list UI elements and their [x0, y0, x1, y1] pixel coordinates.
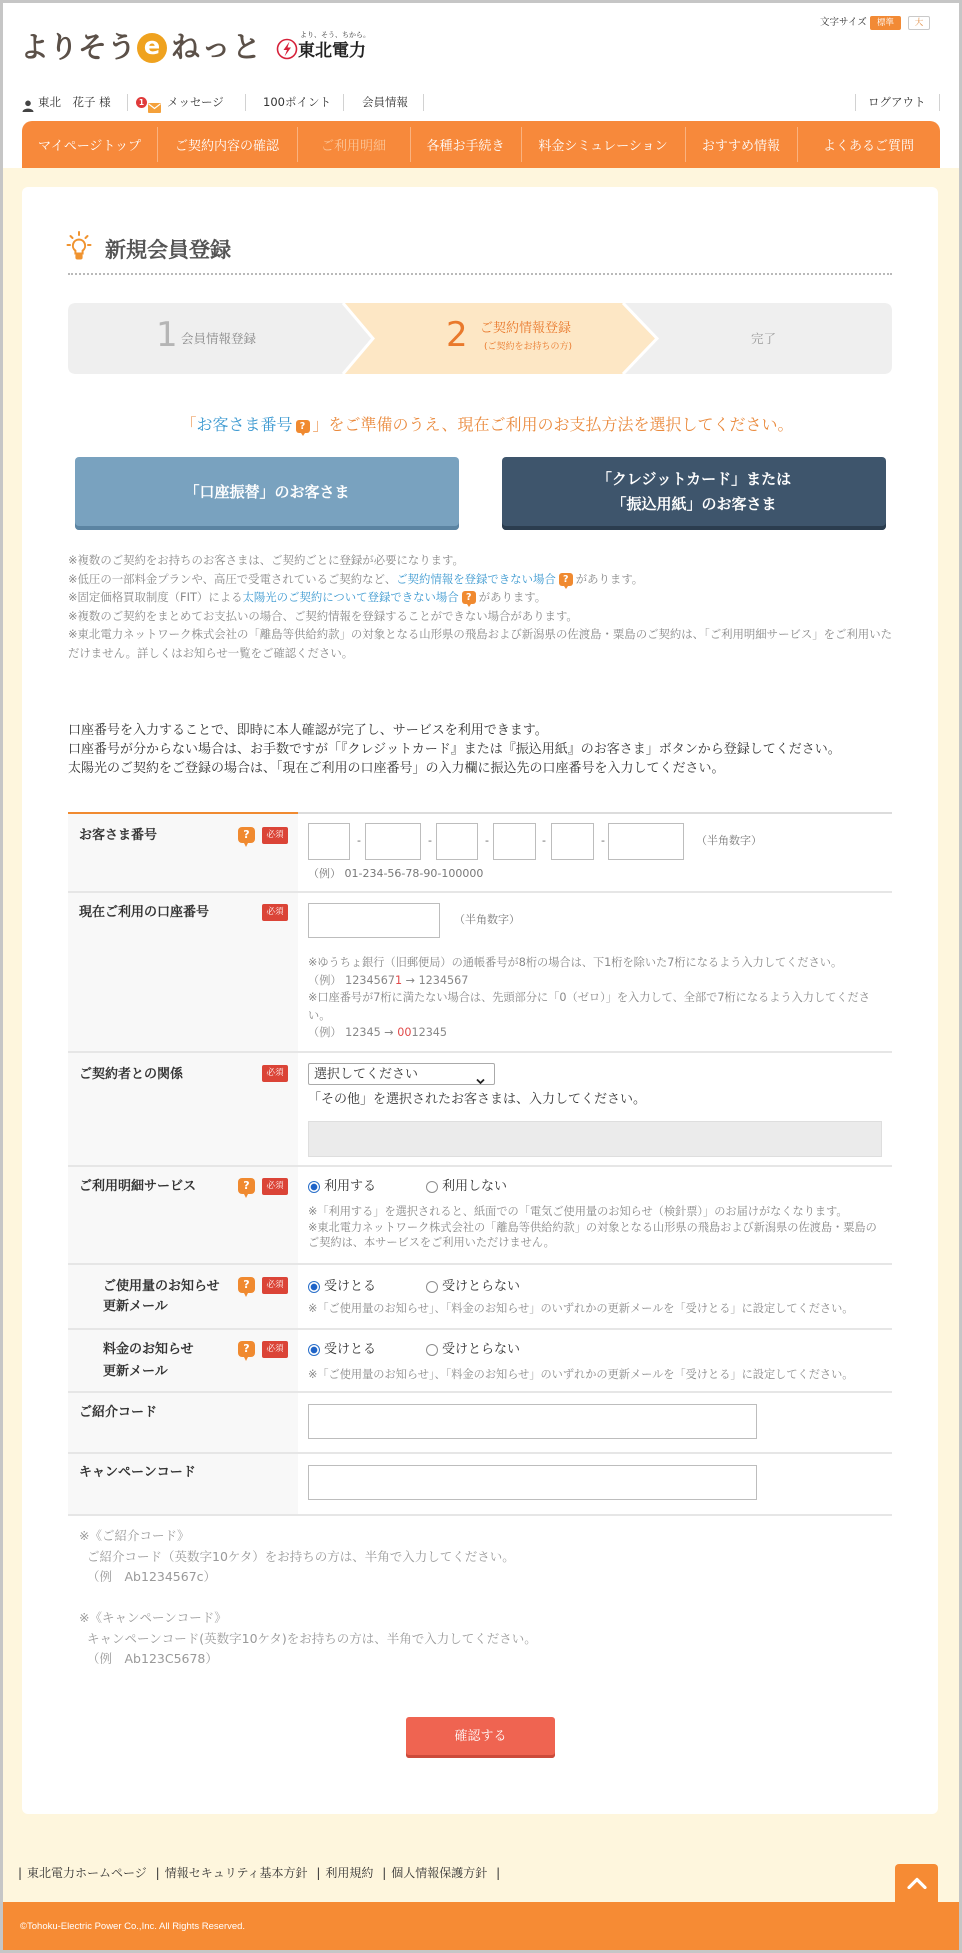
note-line: ※複数のご契約をお持ちのお客さまは、ご契約ごとに登録が必要になります。	[68, 553, 464, 567]
campaign-code-label: キャンペーンコード	[79, 1465, 196, 1480]
separator: |	[382, 1866, 387, 1880]
note-example: （例 Ab1234567c）	[87, 1569, 217, 1584]
required-badge: 必須	[262, 827, 288, 844]
relationship-select[interactable]	[308, 1063, 495, 1085]
customer-number-link[interactable]: お客さま番号	[196, 415, 293, 434]
instruction-line: 口座番号を入力することで、即時に本人確認が完了し、サービスを利用できます。	[68, 723, 548, 738]
separator: -	[542, 834, 546, 847]
example-text: （例） 12345 →	[308, 1026, 398, 1039]
separator: |	[316, 1866, 321, 1880]
required-badge: 必須	[262, 1178, 288, 1195]
footer-link-tohoku-home[interactable]: 東北電力ホームページ	[27, 1866, 147, 1880]
separator: -	[357, 834, 361, 847]
label-line: ご使用量のお知らせ	[103, 1279, 220, 1294]
note-text: があります。	[478, 590, 547, 604]
message-count-badge: 1	[136, 97, 147, 108]
contract-registration-form	[68, 812, 892, 1516]
instruction-line: 太陽光のご契約をご登録の場合は、「現在ご利用の口座番号」の入力欄に振込先の口座番号を入力してください。	[68, 761, 725, 776]
footer-links	[18, 1865, 505, 1881]
bill-mail-fields	[308, 1330, 892, 1391]
code-notes	[79, 1526, 537, 1670]
note-heading: ※《キャンペーンコード》	[79, 1610, 227, 1625]
statement-service-fields	[308, 1167, 892, 1263]
radio-not-receive[interactable]	[426, 1278, 520, 1296]
customer-number-segment-4[interactable]	[493, 823, 536, 860]
radio-label[interactable]: 利用する	[324, 1179, 377, 1194]
footer-link-security-policy[interactable]: 情報セキュリティ基本方針	[164, 1866, 308, 1880]
separator: -	[601, 834, 605, 847]
bank-transfer-customer-button[interactable]	[75, 457, 459, 530]
step-3-label: 完了	[751, 331, 777, 346]
separator: -	[485, 834, 489, 847]
account-number-label: 現在ご利用の口座番号	[79, 905, 210, 920]
nav-item-procedures[interactable]: 各種お手続き	[410, 121, 521, 168]
radio-receive[interactable]	[308, 1341, 376, 1359]
campaign-code-fields	[308, 1454, 892, 1514]
credit-card-or-slip-customer-button[interactable]	[502, 457, 886, 530]
customer-number-example: （例） 01-234-56-78-90-100000	[308, 867, 484, 880]
note-line	[68, 570, 898, 589]
example-text: （例） 1234567	[308, 973, 395, 987]
half-width-digits-hint: （半角数字）	[696, 834, 762, 847]
separator: -	[428, 834, 432, 847]
messages-link[interactable]: メッセージ	[167, 95, 224, 109]
note-example: （例 Ab123C5678）	[87, 1651, 218, 1666]
statement-service-label: ご利用明細サービス	[79, 1179, 197, 1194]
payment-intro	[102, 413, 872, 437]
step-2-sublabel: (ご契約をお持ちの方)	[484, 342, 573, 352]
statement-service-radio-group	[308, 1178, 608, 1196]
account-number-notes	[308, 954, 880, 1042]
intro-text: 」をご準備のうえ、現在ご利用のお支払方法を選択してください。	[312, 415, 794, 434]
radio-unselected-icon[interactable]	[426, 1281, 438, 1293]
brand-tagline: より、そう、ちから。	[300, 31, 370, 39]
note-heading: ※《ご紹介コード》	[79, 1528, 190, 1543]
account-number-row	[68, 893, 892, 1053]
logo-e-circle: e	[137, 33, 167, 63]
account-number-fields	[308, 893, 892, 1051]
nav-item-contract-details[interactable]: ご契約内容の確認	[157, 121, 297, 168]
font-size-label: 文字サイズ	[820, 17, 867, 28]
solar-contract-link[interactable]: 太陽光のご契約について登録できない場合	[242, 590, 459, 604]
relationship-label: ご契約者との関係	[79, 1067, 184, 1082]
radio-selected-icon[interactable]	[308, 1181, 320, 1193]
relationship-fields	[308, 1053, 892, 1165]
envelope-icon[interactable]	[148, 98, 161, 117]
required-badge: 必須	[262, 1277, 288, 1294]
divider	[127, 94, 128, 111]
note-line: ※東北電力ネットワーク株式会社の「離島等供給約款」の対象となる山形県の飛島および新潟県の佐渡島・粟島のご契約は、「ご利用明細サービス」をご利用いただけません。詳しくはお知らせ一覧をご確認ください。	[68, 627, 892, 660]
radio-not-use[interactable]	[426, 1178, 507, 1196]
footer-link-privacy[interactable]: 個人情報保護方針	[391, 1866, 488, 1880]
relationship-row	[68, 1053, 892, 1167]
separator: |	[18, 1866, 23, 1880]
campaign-code-input[interactable]	[308, 1465, 757, 1500]
customer-number-row	[68, 814, 892, 893]
footer-link-terms[interactable]: 利用規約	[325, 1866, 374, 1880]
brand-name: 東北電力	[298, 41, 366, 61]
label-line: 料金のお知らせ	[103, 1342, 194, 1357]
registration-notes	[68, 551, 898, 662]
separator: |	[496, 1866, 501, 1880]
usage-mail-fields	[308, 1265, 892, 1328]
radio-label[interactable]: 受けとる	[324, 1342, 377, 1357]
campaign-code-row	[68, 1454, 892, 1516]
help-icon[interactable]: ?	[296, 420, 310, 433]
note-line: ※複数のご契約をまとめてお支払いの場合、ご契約情報を登録することができない場合があります。	[68, 608, 578, 623]
bill-mail-note: ※「ご使用量のお知らせ」、「料金のお知らせ」のいずれかの更新メールを「受けとる」に設定してください。	[308, 1368, 854, 1381]
note-example	[308, 1024, 880, 1042]
radio-unselected-icon[interactable]	[426, 1181, 438, 1193]
account-instructions	[68, 721, 898, 778]
other-relationship-label: 「その他」を選択されたお客さまは、入力してください。	[308, 1092, 647, 1107]
person-icon	[22, 97, 34, 116]
note-line: ※東北電力ネットワーク株式会社の「離島等供給約款」の対象となる山形県の飛島および新潟県の佐渡島・粟島のご契約は、本サービスをご利用いただけません。	[308, 1220, 877, 1249]
referral-code-fields	[308, 1393, 892, 1452]
customer-number-segment-3[interactable]	[436, 823, 478, 860]
note-line: キャンペーンコード(英数字10ケタ)をお持ちの方は、半角で入力してください。	[87, 1630, 537, 1646]
radio-selected-icon[interactable]	[308, 1281, 320, 1293]
radio-label[interactable]: 受けとる	[324, 1279, 377, 1294]
note-example	[308, 972, 880, 990]
example-text: → 1234567	[402, 973, 469, 987]
logo-text-left: よりそう	[20, 30, 137, 64]
radio-label[interactable]: 受けとらない	[442, 1279, 521, 1294]
customer-number-segment-2[interactable]	[365, 823, 421, 860]
confirm-button[interactable]: 確認する	[406, 1717, 555, 1758]
logout-link[interactable]: ログアウト	[868, 95, 926, 109]
radio-label[interactable]: 利用しない	[442, 1179, 508, 1194]
divider	[423, 94, 424, 111]
usage-mail-radio-group	[308, 1278, 608, 1296]
customer-number-label: お客さま番号	[79, 828, 158, 843]
label-line: 更新メール	[103, 1299, 168, 1314]
logo-text-right: ねっと	[171, 30, 263, 64]
half-width-digits-hint: （半角数字）	[454, 913, 520, 926]
unregistrable-contract-link[interactable]: ご契約情報を登録できない場合	[396, 571, 556, 586]
step-1-label: 会員情報登録	[181, 331, 257, 346]
customer-number-fields	[308, 814, 892, 891]
nav-item-faq[interactable]: よくあるご質問	[797, 121, 940, 168]
required-badge: 必須	[262, 1065, 288, 1082]
intro-open-bracket: 「	[180, 415, 197, 434]
referral-code-input[interactable]	[308, 1404, 757, 1439]
radio-label[interactable]: 受けとらない	[442, 1342, 521, 1357]
points-link[interactable]: 100ポイント	[263, 95, 331, 109]
lightbulb-icon	[66, 231, 92, 267]
nav-item-recommendations[interactable]: おすすめ情報	[685, 121, 797, 168]
step-2-label: ご契約情報登録	[480, 321, 572, 336]
user-name: 東北 花子 様	[38, 95, 111, 109]
divider	[939, 94, 940, 111]
note-text: ※固定価格買取制度（FIT）による	[68, 590, 243, 604]
usage-mail-label	[103, 1277, 220, 1317]
step-2-number: 2	[446, 315, 468, 355]
note-line: ※口座番号が7桁に満たない場合は、先頭部分に「0（ゼロ）」を入力して、全部で7桁になるよう入力してください。	[308, 991, 870, 1022]
customer-number-segment-5[interactable]	[551, 823, 594, 860]
note-line	[68, 588, 898, 607]
back-to-top-button[interactable]	[895, 1864, 938, 1902]
referral-code-label: ご紹介コード	[79, 1405, 158, 1420]
instruction-line: 口座番号が分からない場合は、お手数ですが「『クレジットカード』または『振込用紙』のお客さま」ボタンから登録してください。	[68, 742, 841, 757]
usage-mail-row	[68, 1265, 892, 1330]
radio-use[interactable]	[308, 1178, 376, 1196]
page-title: 新規会員登録	[105, 238, 231, 262]
note-line: ご紹介コード（英数字10ケタ）をお持ちの方は、半角で入力してください。	[87, 1548, 515, 1564]
customer-number-segment-1[interactable]	[308, 823, 350, 860]
divider	[245, 94, 246, 111]
footer-bar	[3, 1902, 959, 1950]
usage-mail-note: ※「ご使用量のお知らせ」、「料金のお知らせ」のいずれかの更新メールを「受けとる」に設定してください。	[308, 1302, 854, 1315]
nav-item-usage-statement: ご利用明細	[297, 121, 410, 168]
step-1-number: 1	[156, 315, 178, 355]
statement-service-row	[68, 1167, 892, 1265]
global-nav	[22, 121, 940, 168]
card-button-label-line2: 「振込用紙」のお客さま	[611, 495, 777, 513]
help-icon[interactable]: ?	[238, 1341, 255, 1357]
member-info-link[interactable]: 会員情報	[362, 95, 408, 109]
help-icon[interactable]: ?	[238, 1277, 255, 1293]
customer-number-segment-6[interactable]	[608, 823, 684, 860]
tohoku-logo-icon	[276, 38, 298, 64]
required-badge: 必須	[262, 1341, 288, 1358]
bill-mail-row	[68, 1330, 892, 1393]
bank-transfer-button-label: 「口座振替」のお客さま	[184, 482, 350, 501]
help-icon[interactable]: ?	[238, 827, 255, 843]
note-line: ※「利用する」を選択されると、紙面での「電気ご使用量のお知らせ（検針票）」のお届けがなくなります。	[308, 1205, 848, 1218]
other-relationship-input	[308, 1121, 882, 1157]
divider	[855, 94, 856, 111]
note-line: ※ゆうちょ銀行（旧郵便局）の通帳番号が8桁の場合は、下1桁を除いた7桁になるよう入力してください。	[308, 956, 843, 969]
example-highlight: 1	[394, 973, 403, 987]
note-text: ※低圧の一部料金プランや、高圧で受電されているご契約など、	[68, 571, 397, 586]
font-size-standard-button[interactable]: 標準	[870, 16, 901, 30]
statement-service-notes	[308, 1204, 884, 1251]
title-divider	[68, 273, 892, 275]
help-icon[interactable]: ?	[238, 1178, 255, 1194]
radio-receive[interactable]	[308, 1278, 376, 1296]
bill-mail-radio-group	[308, 1341, 608, 1359]
nav-item-rate-simulation[interactable]: 料金シミュレーション	[521, 121, 685, 168]
bill-mail-label	[103, 1339, 194, 1383]
radio-selected-icon[interactable]	[308, 1344, 320, 1356]
font-size-large-button[interactable]: 大	[908, 16, 930, 30]
help-icon[interactable]: ?	[559, 573, 573, 586]
help-icon[interactable]: ?	[462, 591, 476, 604]
label-line: 更新メール	[103, 1364, 168, 1379]
radio-not-receive[interactable]	[426, 1341, 520, 1359]
copyright: ©Tohoku-Electric Power Co.,Inc. All Rights Reserved.	[20, 1921, 246, 1932]
divider	[343, 94, 344, 111]
account-number-input[interactable]	[308, 903, 440, 938]
spacer	[79, 1588, 537, 1609]
radio-unselected-icon[interactable]	[426, 1344, 438, 1356]
chevron-up-icon	[907, 1874, 927, 1893]
nav-item-mypage-top[interactable]: マイページトップ	[37, 139, 142, 154]
example-highlight: 00	[397, 1026, 412, 1039]
required-badge: 必須	[262, 904, 288, 921]
example-text: 12345	[411, 1026, 448, 1039]
separator: |	[155, 1866, 160, 1880]
referral-code-row	[68, 1393, 892, 1454]
note-text: があります。	[575, 571, 644, 586]
card-button-label-line1: 「クレジットカード」または	[596, 470, 792, 488]
